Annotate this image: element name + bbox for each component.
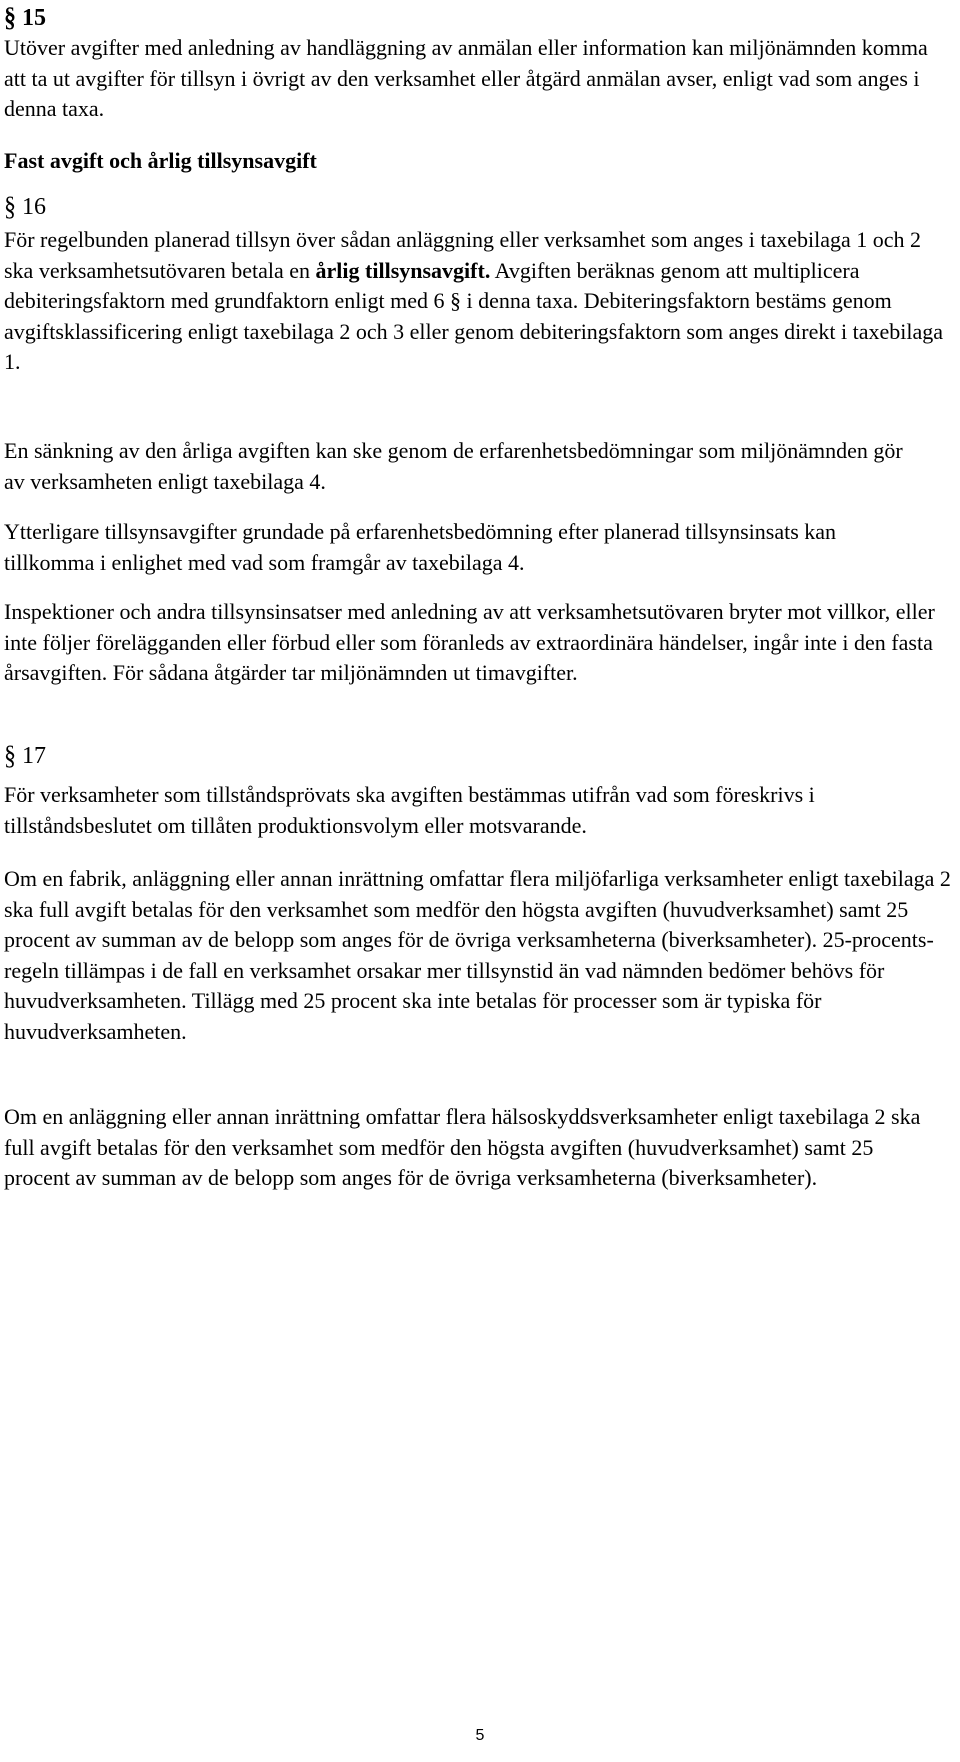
paragraph-16-2: En sänkning av den årliga avgiften kan ske genom de erfarenhetsbedömningar som miljönämnden gör av verksamheten enligt taxebilaga 4. [4,438,903,494]
paragraph-17-2: Om en fabrik, anläggning eller annan inrättning omfattar flera miljöfarliga verksamheter enligt taxebilaga 2 ska full avgift betalas för den verksamhet som medför den högsta avgiften (huvudverksamhet) samt 25 procent av summan av de belopp som anges för de övriga verksamheterna (biverksamheter). 25-procents-regeln tillämpas i de fall en verksamhet orsakar mer tillsynstid än vad nämnden bedömer behövs för huvudverksamheten. Tillägg med 25 procent ska inte betalas för processer som är typiska för huvudverksamheten. [4,866,951,1044]
paragraph-15-1: Utöver avgifter med anledning av handläggning av anmälan eller information kan miljönämnden komma att ta ut avgifter för tillsyn i övrigt av den verksamhet eller åtgärd anmälan avser, enligt vad som anges i denna taxa. [4,35,928,122]
section-heading-17 [4,741,46,771]
section-number: 16 [22,194,46,220]
subheading-fast-avgift: Fast avgift och årlig tillsynsavgift [4,148,317,173]
section-symbol: § [4,741,16,771]
section-symbol: § [450,288,461,314]
paragraph-16-1-part-b: Avgiften beräknas genom att multiplicera debiteringsfaktorn med grundfaktorn enligt med 6 [4,257,860,314]
section-symbol: § [4,3,16,33]
section-heading-16 [4,192,46,222]
paragraph-16-1-part-a: För regelbunden planerad tillsyn över sådan anläggning eller verksamhet som anges i taxebilaga 1 och 2 ska verksamhetsutövaren betala en [4,227,921,283]
paragraph-16-4: Inspektioner och andra tillsynsinsatser med anledning av att verksamhetsutövaren bryter mot villkor, eller inte följer förelägganden eller förbud eller som föranleds av extraordinära händelser, ingår inte i den fasta årsavgiften. För sådana åtgärder tar miljönämnden ut timavgifter. [4,599,935,686]
section-number: 17 [22,743,46,769]
paragraph-16-1-bold: årlig tillsynsavgift. [315,257,491,283]
paragraph-17-1: För verksamheter som tillståndsprövats ska avgiften bestämmas utifrån vad som föreskrivs i tillståndsbeslutet om tillåten produktionsvolym eller motsvarande. [4,782,815,838]
paragraph-16-1-part-c: i denna taxa. Debiteringsfaktorn bestäms genom avgiftsklassificering enligt taxebilaga 2 och 3 eller genom debiteringsfaktorn som anges direkt i taxebilaga 1. [4,288,943,375]
paragraph-16-1 [4,225,944,378]
page-number: 5 [475,1727,485,1744]
paragraph-16-3: Ytterligare tillsynsavgifter grundade på erfarenhetsbedömning efter planerad tillsynsinsats kan tillkomma i enlighet med vad som framgår av taxebilaga 4. [4,519,837,575]
section-number: 15 [22,5,46,31]
section-heading-15 [4,3,46,33]
section-symbol: § [4,192,16,222]
paragraph-17-3: Om en anläggning eller annan inrättning omfattar flera hälsoskyddsverksamheter enligt taxebilaga 2 ska full avgift betalas för den verksamhet som medför den högsta avgiften (huvudverksamhet) samt 25 procent av summan av de belopp som anges för de övriga verksamheterna (biverksamheter). [4,1104,921,1191]
